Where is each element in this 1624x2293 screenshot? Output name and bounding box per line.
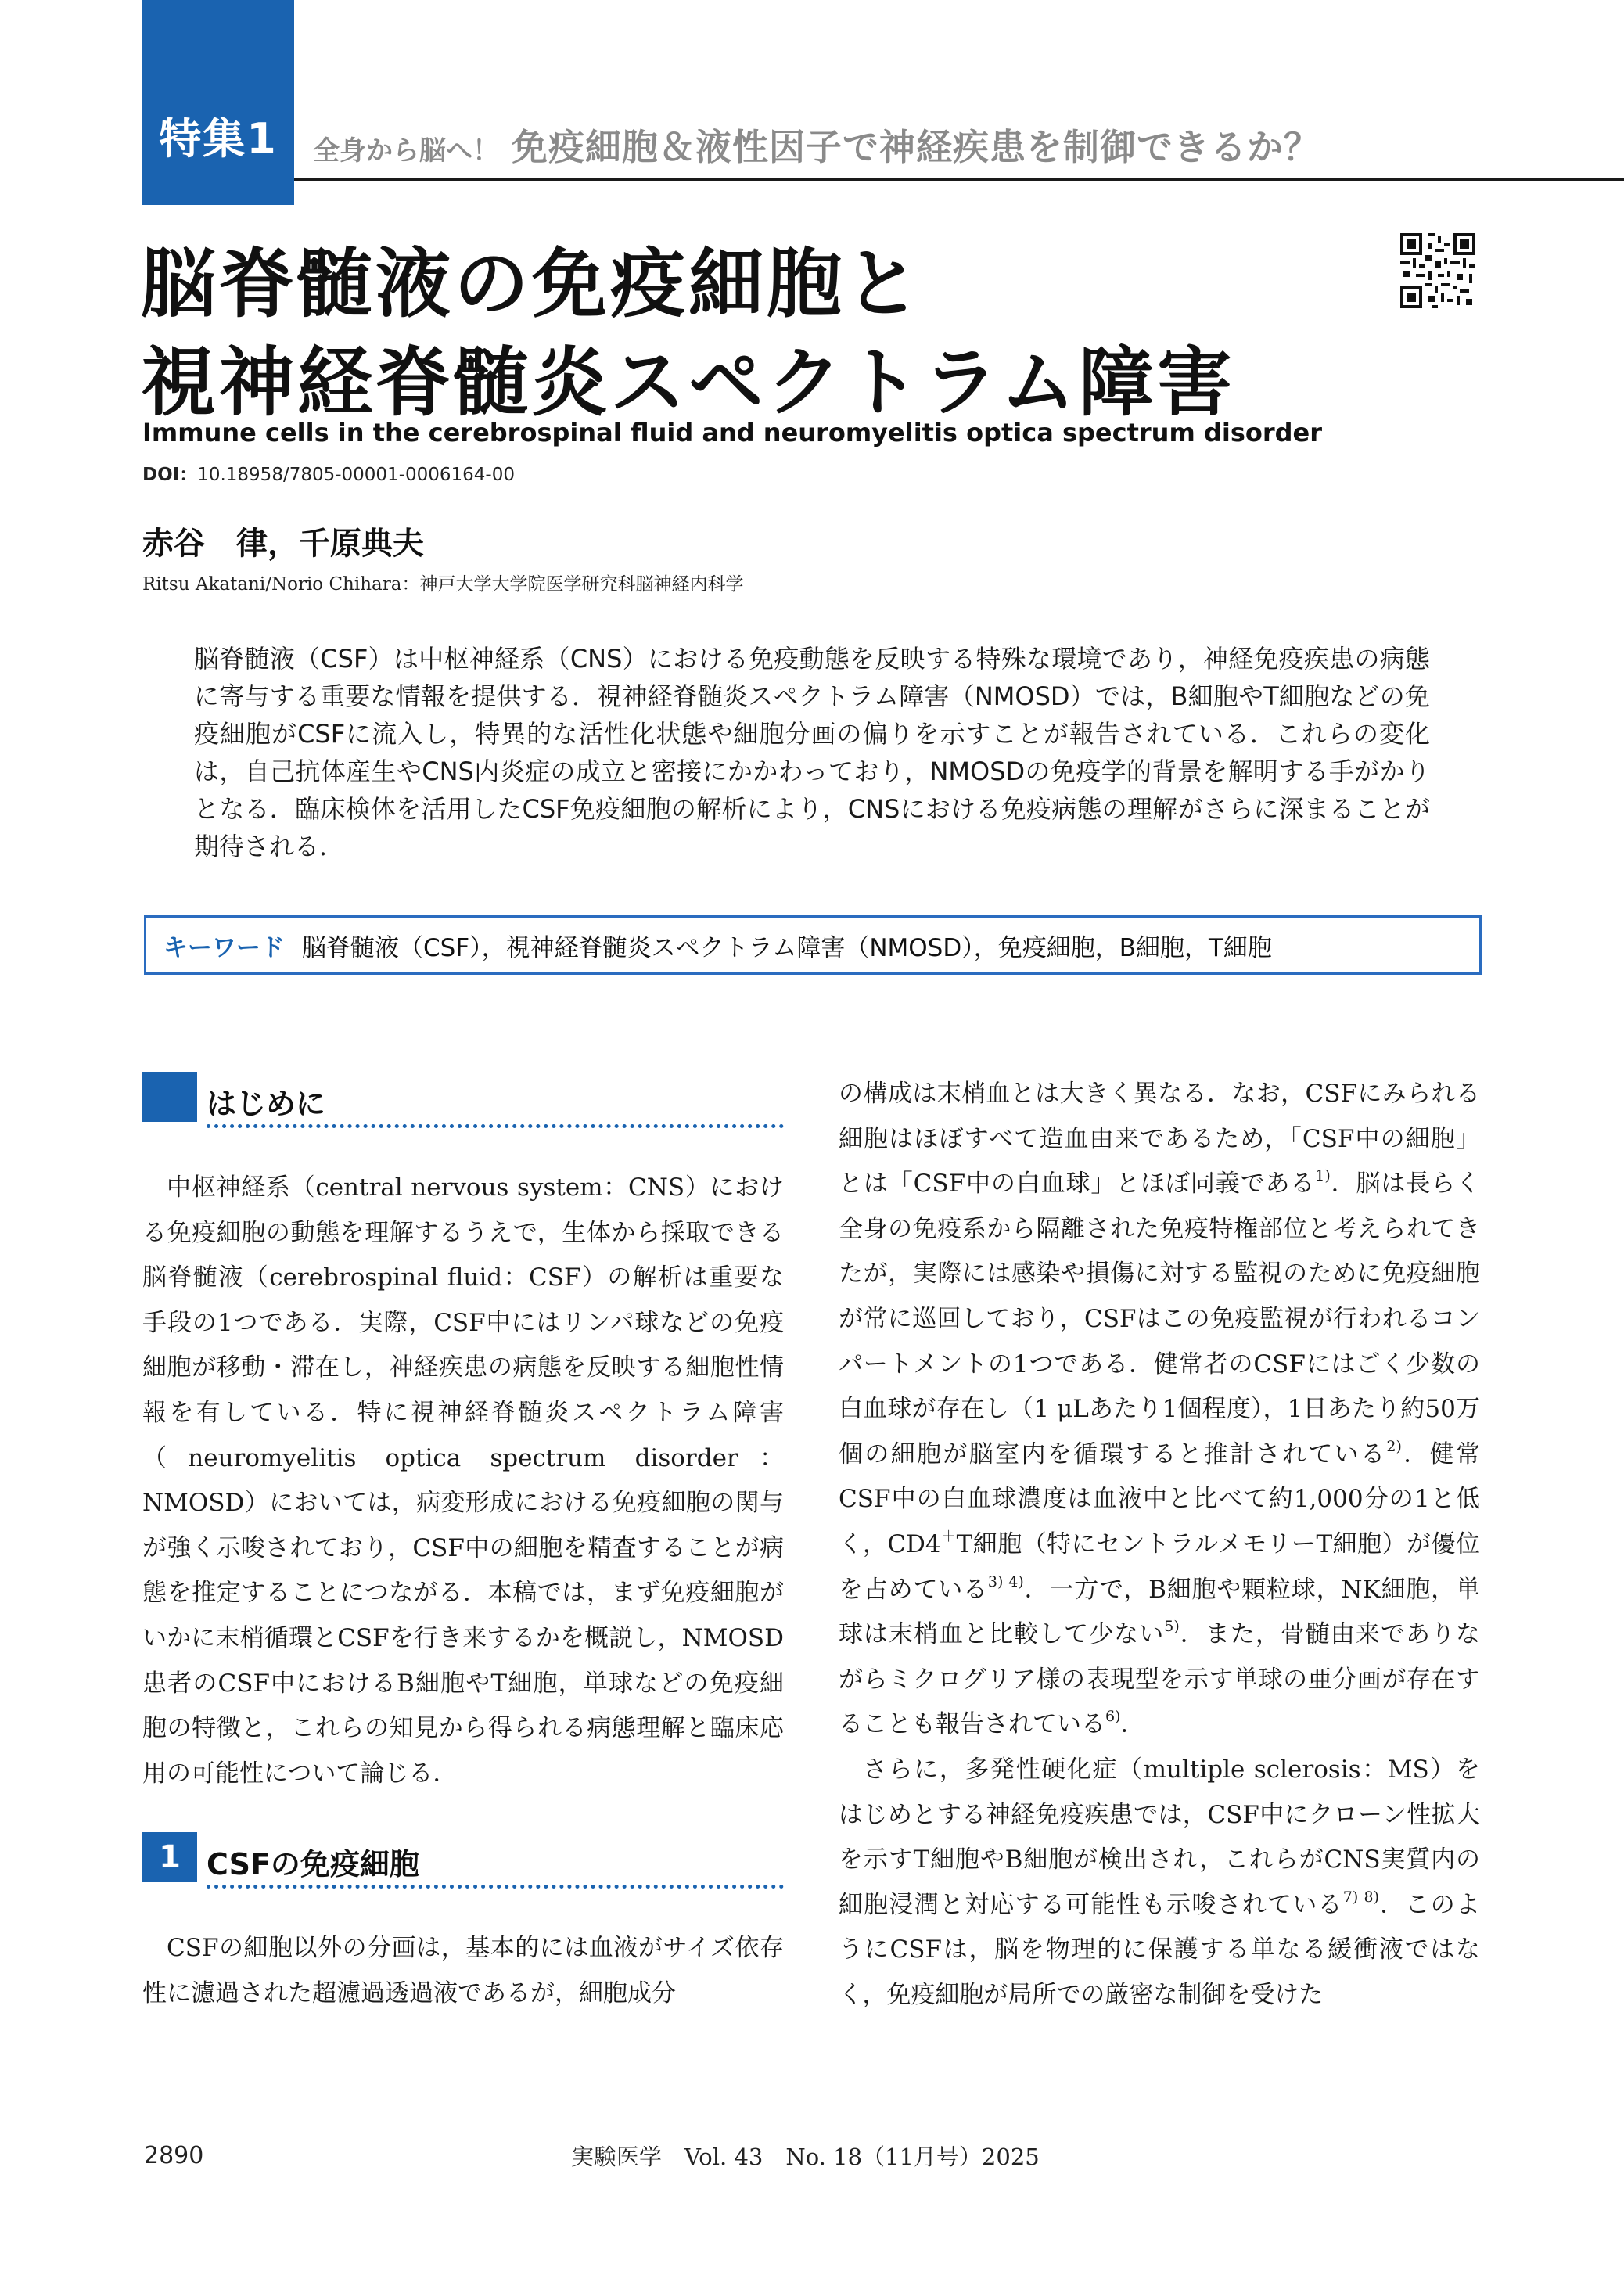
right-paragraph-2 [839, 1748, 1480, 2018]
article-title-line2: 視神経脊髄炎スペクトラム障害 [141, 339, 1236, 426]
feature-subtitle: 全身から脳へ！ [313, 135, 499, 167]
article-title [141, 235, 1235, 432]
text-run: ．脳は長らく全身の免疫系から隔離された免疫特権部位と考えられてきたが，実際には感染や損傷に対する監視のために免疫細胞が常に巡回しており，CSFはこの免疫監視が行われるコンパートメントの1つである．健常者のCSFにはごく少数の白血球が存在し（1 μLあたり1個程度），1日あたり約50万個の細胞が脳室内を循環すると推計されている [839, 1170, 1481, 1468]
text-run: の構成は末梢血とは大きく異なる．なお，CSFにみられる細胞はほぼすべて造血由来であるため，「CSF中の細胞」とは「CSF中の白血球」とほぼ同義である [839, 1080, 1480, 1199]
page-number: 2890 [144, 2142, 204, 2169]
feature-tag: 特集1 [142, 0, 294, 205]
citation[interactable]: 2) [1386, 1437, 1402, 1455]
qr-code-icon[interactable] [1400, 233, 1475, 308]
text-run: ．一方で，B細胞や顆粒球，NK細胞，単球は末梢血と比較して少ない [839, 1575, 1481, 1649]
journal-citation: 実験医学 Vol. 43 No. 18（11月号）2025 [571, 2144, 1040, 2170]
dotted-divider [207, 1124, 784, 1128]
feature-series-title: 免疫細胞＆液性因子で神経疾患を制御できるか？ [512, 126, 1320, 168]
text-run: さらに，多発性硬化症（multiple sclerosis：MS）をはじめとする神経免疫疾患では，CSF中にクローン性拡大を示すT細胞やB細胞が検出され，これらがCNS実質内の細胞浸潤と対応する可能性も示唆されている [839, 1755, 1480, 1919]
authors: 赤谷 律，千原典夫 [142, 526, 424, 562]
citation[interactable]: 5) [1164, 1618, 1180, 1636]
text-run: ．健常CSF中の白血球濃度は血液中と比べて約1,000分の1と低く，CD4 [839, 1439, 1480, 1558]
keywords-text: 脳脊髄液（CSF），視神経脊髄炎スペクトラム障害（NMOSD），免疫細胞，B細胞，T細胞 [302, 933, 1272, 962]
abstract: 脳脊髄液（CSF）は中枢神経系（CNS）における免疫動態を反映する特殊な環境であり，神経免疫疾患の病態に寄与する重要な情報を提供する．視神経脊髄炎スペクトラム障害（NMOSD）では，B細胞やT細胞などの免疫細胞がCSFに流入し，特異的な活性化状態や細胞分画の偏りを示すことが報告されている．これらの変化は，自己抗体産生やCNS内炎症の成立と密接にかかわっており，NMOSDの免疫学的背景を解明する手がかりとなる．臨床検体を活用したCSF免疫細胞の解析により，CNSにおける免疫病態の理解がさらに深まることが期待される． [194, 644, 1430, 861]
superscript-plus: ＋ [940, 1527, 957, 1545]
text-run: ．また，骨髄由来でありながらミクログリア様の表現型を示す単球の亜分画が存在することも報告されている [839, 1620, 1481, 1739]
right-column [839, 1072, 1480, 2018]
citation[interactable]: 6) [1105, 1708, 1121, 1726]
article-title-english: Immune cells in the cerebrospinal fluid and neuromyelitis optica spectrum disorder [142, 418, 1323, 447]
right-paragraph-1 [839, 1072, 1480, 1748]
keywords-label: キーワード [163, 933, 285, 962]
text-run: T細胞（特にセントラルメモリーT細胞）が優位を占めている [839, 1529, 1480, 1604]
section1-heading-text: CSFの免疫細胞 [207, 1847, 419, 1882]
dotted-divider [207, 1885, 784, 1889]
doi [142, 460, 515, 486]
doi-link[interactable]: 10.18958/7805-00001-0006164-00 [197, 465, 515, 485]
text-run: ．このようにCSFは，脳を物理的に保護する単なる緩衝液ではなく，免疫細胞が局所での厳密な制御を受けた [839, 1890, 1480, 2009]
keywords-box [144, 915, 1482, 975]
text-run: ． [1120, 1710, 1145, 1739]
article-title-line1: 脳脊髄液の免疫細胞と [141, 240, 923, 328]
intro-heading-text: はじめに [207, 1087, 326, 1121]
citation[interactable]: 3) 4) [987, 1572, 1024, 1590]
doi-label: DOI： [142, 465, 198, 485]
section1-paragraph: CSFの細胞以外の分画は，基本的には血液がサイズ依存性に濾過された超濾過透過液であるが，細胞成分 [142, 1934, 784, 2007]
citation[interactable]: 7) 8) [1342, 1888, 1380, 1906]
section1-number: 1 [142, 1832, 197, 1882]
left-column [142, 1072, 784, 2017]
affiliation: Ritsu Akatani/Norio Chihara：神戸大学大学院医学研究科脳神経内科学 [142, 574, 744, 595]
header-rule [294, 178, 1624, 181]
section-marker [142, 1072, 197, 1122]
feature-header [313, 119, 1320, 171]
intro-paragraph: 中枢神経系（central nervous system：CNS）における免疫細胞の動態を理解するうえで，生体から採取できる脳脊髄液（cerebrospinal fluid：CSF）の解析は重要な手段の1つである．実際，CSF中にはリンパ球などの免疫細胞が移動・滞在し，神経疾患の病態を反映する細胞性情報を有している．特に視神経脊髄炎スペクトラム障害（neuromyelitis optica spectrum disorder：NMOSD）においては，病変形成における免疫細胞の関与が強く示唆されており，CSF中の細胞を精査することが病態を推定することにつながる．本稿では，まず免疫細胞がいかに末梢循環とCSFを行き来するかを概説し，NMOSD患者のCSF中におけるB細胞やT細胞，単球などの免疫細胞の特徴と，これらの知見から得られる病態理解と臨床応用の可能性について論じる． [142, 1173, 784, 1788]
citation[interactable]: 1) [1315, 1167, 1331, 1185]
intro-heading [142, 1072, 784, 1128]
section1-heading [142, 1832, 784, 1889]
